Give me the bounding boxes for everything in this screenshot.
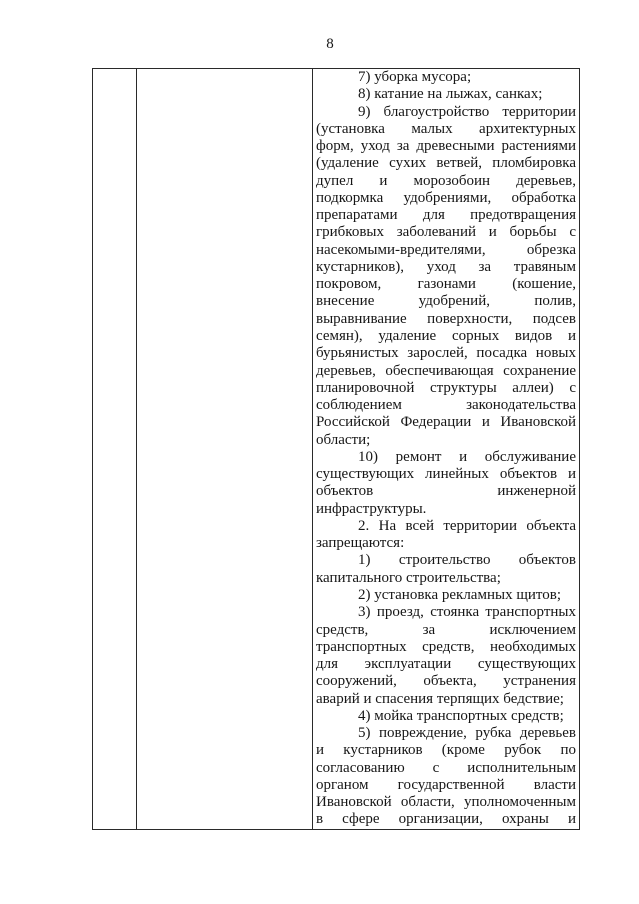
text-line: препаратами для предотвращения [316,207,576,224]
text-line: 2. На всей территории объекта [358,517,576,534]
text-line: 1) строительство объектов [358,552,576,569]
text-line: аварий и спасения терпящих бедствие; [316,690,564,707]
text-line: 9) благоустройство территории [358,103,576,120]
text-line: Ивановской области, уполномоченным [316,794,576,811]
text-line: сооружений, объекта, устранения [316,673,576,690]
text-line: инфраструктуры. [316,500,427,517]
text-line: органом государственной власти [316,776,576,793]
text-line: выравнивание поверхности, подсев [316,310,576,327]
text-line: в сфере организации, охраны и [316,811,576,828]
text-line: соблюдением законодательства [316,397,576,414]
text-line: (удаление сухих ветвей, пломбировка [316,155,576,172]
text-line: 10) ремонт и обслуживание [358,448,576,465]
text-line: и кустарников (кроме рубок по [316,742,576,759]
text-line: дупел и морозобоин деревьев, [316,172,576,189]
text-line: форм, уход за древесными растениями [316,138,576,155]
text-line: (установка малых архитектурных [316,120,576,137]
text-line: планировочной структуры аллеи) с [316,379,576,396]
text-line: подкормка удобрениями, обработка [316,189,576,206]
text-line: деревьев, обеспечивающая сохранение [316,362,576,379]
text-line: грибковых заболеваний и борьбы с [316,224,576,241]
text-line: области; [316,431,371,448]
text-line: существующих линейных объектов и [316,466,576,483]
text-line: семян), удаление сорных видов и [316,327,576,344]
table-cell-name [137,69,313,829]
text-line: кустарников), уход за травяным [316,258,576,275]
text-line: внесение удобрений, полив, [316,293,576,310]
text-line: согласованию с исполнительным [316,759,576,776]
text-line: средств, за исключением [316,621,576,638]
table-cell-number [93,69,137,829]
text-line: 8) катание на лыжах, санках; [358,86,543,103]
text-line: 4) мойка транспортных средств; [358,707,564,724]
table-cell-requirements [313,69,579,829]
text-line: запрещаются: [316,535,405,552]
text-line: 3) проезд, стоянка транспортных [358,604,576,621]
text-line: для эксплуатации существующих [316,656,576,673]
text-line: капитального строительства; [316,569,501,586]
text-line: объектов инженерной [316,483,576,500]
page-number: 8 [326,36,334,52]
text-line: транспортных средств, необходимых [316,638,576,655]
text-line: Российской Федерации и Ивановской [316,414,576,431]
text-line: 5) повреждение, рубка деревьев [358,725,576,742]
text-line: насекомыми-вредителями, обрезка [316,241,576,258]
document-table [92,68,580,830]
text-line: 2) установка рекламных щитов; [358,586,561,603]
text-line: покровом, газонами (кошение, [316,276,576,293]
text-line: 7) уборка мусора; [358,69,472,85]
text-line: бурьянистых зарослей, посадка новых [316,345,576,362]
